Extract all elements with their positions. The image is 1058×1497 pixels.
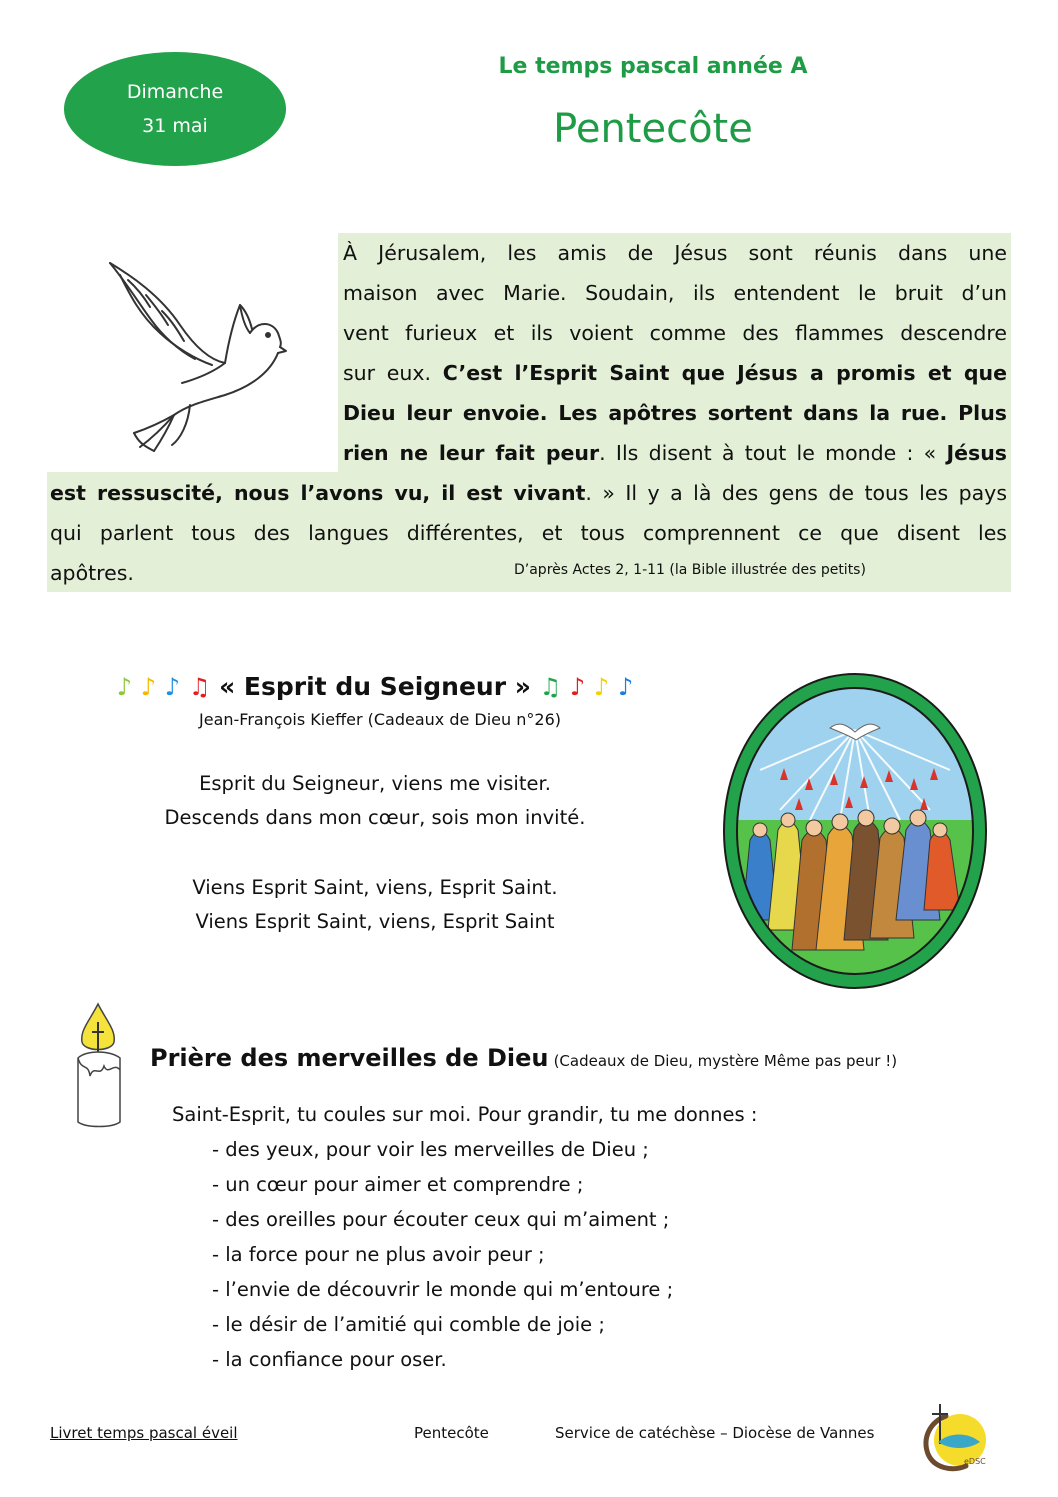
- music-note-icon: ♫: [188, 673, 211, 701]
- prayer-item: - des yeux, pour voir les merveilles de Dieu ;: [212, 1138, 649, 1161]
- reading-line: [343, 433, 1007, 473]
- footer-booklet: Livret temps pascal éveil: [50, 1424, 238, 1442]
- prayer-item: - un cœur pour aimer et comprendre ;: [212, 1173, 584, 1196]
- page-title: Pentecôte: [553, 106, 753, 152]
- music-note-icon: ♪: [569, 673, 586, 701]
- reading-line: [343, 233, 1007, 273]
- reading-bold-segment: Jésus: [946, 441, 1007, 465]
- prayer-item: - le désir de l’amitié qui comble de joie ;: [212, 1313, 605, 1336]
- footer-title: Pentecôte: [414, 1424, 489, 1442]
- prayer-item: - la confiance pour oser.: [212, 1348, 447, 1371]
- candle-illustration: [72, 1000, 132, 1130]
- song-verse-line: Descends dans mon cœur, sois mon invité.: [164, 806, 586, 829]
- reading-segment: maison avec Marie. Soudain, ils entendent le bruit d’un: [343, 281, 1007, 305]
- song-author: Jean-François Kieffer (Cadeaux de Dieu n°26): [199, 710, 561, 729]
- music-note-icon: ♪: [593, 673, 610, 701]
- dove-illustration: [100, 255, 290, 455]
- logo-text: eDSC: [964, 1457, 986, 1466]
- prayer-source: (Cadeaux de Dieu, mystère Même pas peur !): [553, 1052, 898, 1070]
- reading-segment: . » Il y a là des gens de tous les pays: [585, 481, 1007, 505]
- song-verse-line: Esprit du Seigneur, viens me visiter.: [199, 772, 551, 795]
- reading-segment: À Jérusalem, les amis de Jésus sont réunis dans une: [343, 241, 1007, 265]
- reading-line: [343, 353, 1007, 393]
- reading-segment: . Ils disent à tout le monde : «: [599, 441, 947, 465]
- date-day: Dimanche: [126, 81, 224, 103]
- reading-bold-segment: C’est l’Esprit Saint que Jésus a promis et que: [442, 361, 1007, 385]
- reading-line: [343, 393, 1007, 433]
- song-title-line: [110, 672, 640, 701]
- reading-bold-segment: est ressuscité, nous l’avons vu, il est vivant: [50, 481, 586, 505]
- reading-line: [50, 473, 1007, 513]
- music-note-icon: ♫: [539, 673, 562, 701]
- reading-line: [50, 513, 1007, 553]
- date-badge: [64, 52, 286, 166]
- reading-line: [343, 273, 1007, 313]
- prayer-item: - des oreilles pour écouter ceux qui m’aiment ;: [212, 1208, 670, 1231]
- reading-segment: sur eux.: [343, 361, 443, 385]
- diocese-logo: [916, 1402, 988, 1474]
- music-note-icon: ♪: [116, 673, 133, 701]
- reading-line: [343, 313, 1007, 353]
- date-date: 31 mai: [142, 115, 208, 137]
- prayer-item: - l’envie de découvrir le monde qui m’entoure ;: [212, 1278, 674, 1301]
- reading-segment: vent furieux et ils voient comme des flammes descendre: [343, 321, 1007, 345]
- music-note-icon: ♪: [164, 673, 181, 701]
- footer-service: Service de catéchèse – Diocèse de Vannes: [555, 1424, 875, 1442]
- reading-bold-segment: Dieu leur envoie. Les apôtres sortent dans la rue. Plus: [343, 401, 1007, 425]
- prayer-heading: [150, 1044, 897, 1072]
- song-title: « Esprit du Seigneur »: [219, 672, 531, 701]
- prayer-title: Prière des merveilles de Dieu: [150, 1044, 549, 1072]
- music-note-icon: ♪: [617, 673, 634, 701]
- music-note-icon: ♪: [140, 673, 157, 701]
- reading-segment: qui parlent tous des langues différentes, et tous comprennent ce que disent les: [50, 521, 1007, 545]
- song-chorus-line: Viens Esprit Saint, viens, Esprit Saint.: [192, 876, 558, 899]
- reading-source: D’après Actes 2, 1-11 (la Bible illustrée des petits): [514, 562, 866, 578]
- pentecost-illustration: [720, 670, 990, 992]
- reading-line: [50, 553, 450, 593]
- song-chorus-line: Viens Esprit Saint, viens, Esprit Saint: [195, 910, 555, 933]
- season-heading: Le temps pascal année A: [498, 54, 808, 79]
- reading-bold-segment: rien ne leur fait peur: [343, 441, 600, 465]
- prayer-intro: Saint-Esprit, tu coules sur moi. Pour grandir, tu me donnes :: [172, 1103, 758, 1126]
- reading-segment: apôtres.: [50, 561, 134, 585]
- prayer-item: - la force pour ne plus avoir peur ;: [212, 1243, 545, 1266]
